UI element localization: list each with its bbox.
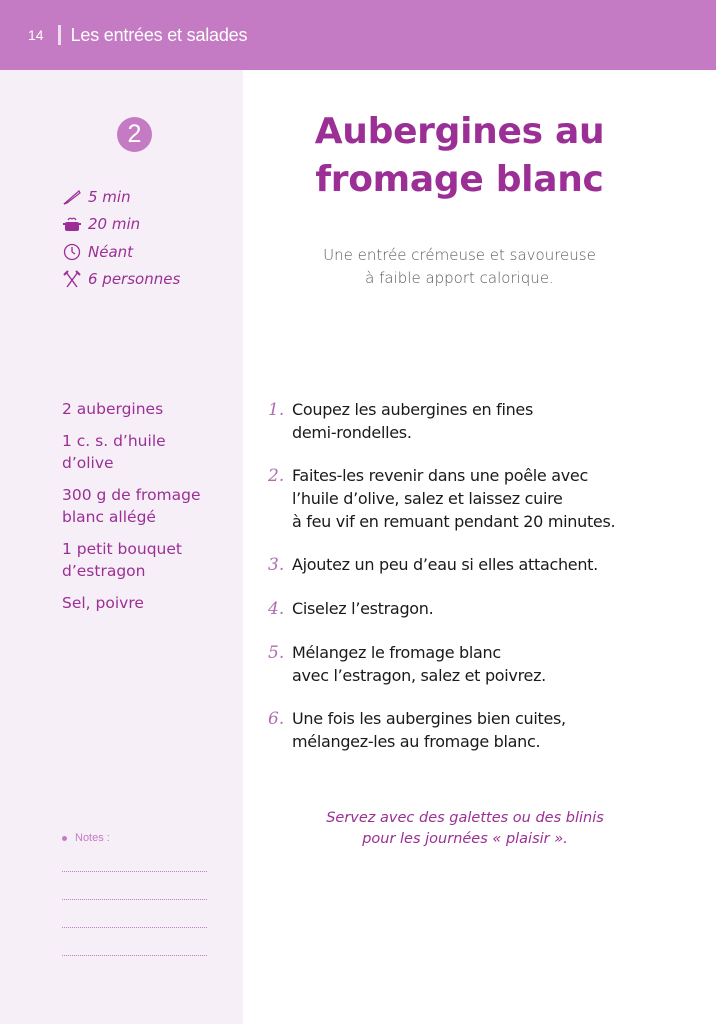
note-line[interactable] xyxy=(62,872,207,900)
ingredient-line: d’olive xyxy=(62,454,114,472)
prep-time-value: 5 min xyxy=(88,187,131,206)
note-line[interactable] xyxy=(62,928,207,956)
step-text xyxy=(292,707,566,753)
step-line: Ajoutez un peu d’eau si elles attachent. xyxy=(292,555,598,574)
pot-icon xyxy=(62,214,82,234)
step-line: mélangez-les au fromage blanc. xyxy=(292,732,541,751)
step-number: 2. xyxy=(268,466,285,486)
rest-time xyxy=(62,238,180,266)
recipe-title-line: fromage blanc xyxy=(315,159,604,200)
ingredient-line: 1 c. s. d’huile xyxy=(62,432,166,450)
cutlery-icon xyxy=(62,269,82,289)
ingredient-line: 300 g de fromage xyxy=(62,486,201,504)
page-number: 14 xyxy=(28,27,44,43)
ingredient-line: 1 petit bouquet xyxy=(62,540,182,558)
ingredients-list xyxy=(62,398,232,624)
recipe-title-line: Aubergines au xyxy=(314,111,605,152)
step-line: avec l’estragon, salez et poivrez. xyxy=(292,666,546,685)
step-text xyxy=(292,398,533,444)
step-number: 4. xyxy=(268,599,285,619)
rest-time-value: Néant xyxy=(88,242,134,261)
notes-label xyxy=(62,832,212,844)
recipe-title xyxy=(243,108,676,204)
step-item xyxy=(268,398,708,444)
step-item xyxy=(268,464,708,533)
step-text xyxy=(292,553,598,577)
step-text xyxy=(292,641,546,687)
servings-value: 6 personnes xyxy=(88,270,181,289)
step-text xyxy=(292,597,433,621)
header-separator xyxy=(58,25,61,45)
page-header xyxy=(0,0,716,70)
step-item xyxy=(268,641,708,687)
step-number: 1. xyxy=(268,400,285,420)
prep-time xyxy=(62,183,180,211)
serving-tip xyxy=(268,808,662,850)
ingredient-line: d’estragon xyxy=(62,562,146,580)
step-item xyxy=(268,707,708,753)
recipe-number-badge: 2 xyxy=(117,117,152,152)
recipe-subtitle-line: à faible apport calorique. xyxy=(365,269,554,287)
step-line: Faites-les revenir dans une poêle avec xyxy=(292,466,588,485)
tip-line: pour les journées « plaisir ». xyxy=(362,831,568,847)
step-line: Ciselez l’estragon. xyxy=(292,599,434,618)
step-line: demi-rondelles. xyxy=(292,423,412,442)
tip-line: Servez avec des galettes ou des blinis xyxy=(326,810,604,826)
step-line: Coupez les aubergines en fines xyxy=(292,400,534,419)
clock-icon xyxy=(62,242,82,262)
notes-section xyxy=(62,832,212,956)
recipe-info-list xyxy=(62,183,180,293)
step-number: 3. xyxy=(268,555,285,575)
ingredient-item xyxy=(62,398,232,420)
notes-label-text: Notes : xyxy=(75,832,110,844)
ingredient-line: 2 aubergines xyxy=(62,400,164,418)
ingredient-item xyxy=(62,538,232,582)
servings xyxy=(62,266,180,294)
cook-time-value: 20 min xyxy=(88,215,141,234)
ingredient-item xyxy=(62,592,232,614)
bullet-icon xyxy=(62,836,67,841)
step-line: Une fois les aubergines bien cuites, xyxy=(292,709,566,728)
step-number: 5. xyxy=(268,643,285,663)
recipe-subtitle xyxy=(243,244,676,290)
recipe-subtitle-line: Une entrée crémeuse et savoureuse xyxy=(323,246,596,264)
note-line[interactable] xyxy=(62,900,207,928)
step-text xyxy=(292,464,615,533)
step-line: à feu vif en remuant pendant 20 minutes. xyxy=(292,512,616,531)
steps-list xyxy=(268,398,708,773)
section-title: Les entrées et salades xyxy=(70,24,248,45)
step-item xyxy=(268,597,708,621)
cook-time xyxy=(62,211,180,239)
step-item xyxy=(268,553,708,577)
note-line[interactable] xyxy=(62,844,207,872)
ingredient-line: Sel, poivre xyxy=(62,594,144,612)
ingredient-item xyxy=(62,430,232,474)
step-number: 6. xyxy=(268,709,285,729)
step-line: l’huile d’olive, salez et laissez cuire xyxy=(292,489,563,508)
ingredient-line: blanc allégé xyxy=(62,508,156,526)
ingredient-item xyxy=(62,484,232,528)
knife-icon xyxy=(62,187,82,207)
step-line: Mélangez le fromage blanc xyxy=(292,643,501,662)
